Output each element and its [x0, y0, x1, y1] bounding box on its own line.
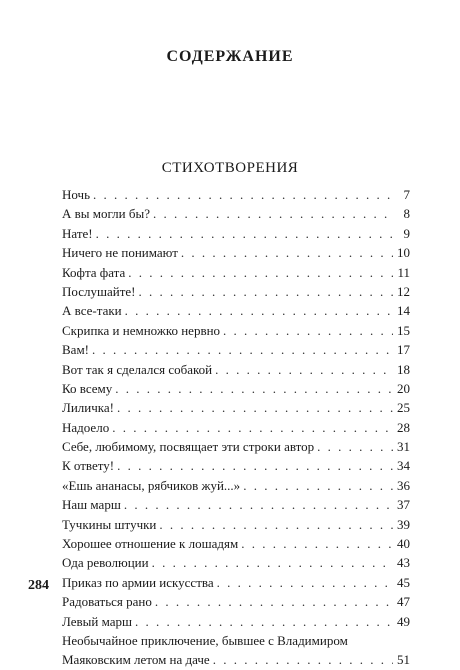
toc-entry-page: 8: [403, 206, 410, 222]
toc-entry-page: 20: [397, 380, 410, 396]
dot-leader: [159, 515, 393, 534]
toc-entry-page: 39: [397, 516, 410, 532]
toc-entry-page: 10: [397, 245, 410, 261]
toc-entry-page: 17: [397, 342, 410, 358]
dot-leader: [115, 379, 393, 398]
toc-entry-title: К ответу!: [62, 458, 115, 474]
toc-entry-title: Ничего не понимают: [62, 245, 178, 261]
toc-entry: [62, 456, 410, 475]
toc-entry-title: А вы могли бы?: [62, 206, 150, 222]
toc-entry-page: 28: [397, 419, 410, 435]
toc-entry: [62, 631, 410, 670]
dot-leader: [243, 476, 393, 495]
toc-entry-page: 15: [397, 322, 410, 338]
toc-entry-title: Тучкины штучки: [62, 516, 157, 532]
dot-leader: [223, 321, 393, 340]
toc-entry-page: 12: [397, 283, 410, 299]
dot-leader: [213, 650, 393, 669]
toc-entry-title: Послушайте!: [62, 283, 136, 299]
toc-entry-page: 7: [403, 187, 410, 202]
toc-entry-page: 45: [397, 574, 410, 590]
toc-entry: [62, 398, 410, 417]
dot-leader: [139, 282, 394, 301]
dot-leader: [135, 612, 393, 631]
dot-leader: [152, 553, 393, 572]
toc-entry-title: Лиличка!: [62, 400, 114, 416]
toc-entry-title: А все-таки: [62, 303, 122, 319]
toc-entry: [62, 553, 410, 572]
toc-entry-page: 18: [397, 361, 410, 377]
toc-entry-title: Ночь: [62, 187, 91, 202]
toc-entry: [62, 224, 410, 243]
toc-entry-title: Вот так я сделался собакой: [62, 361, 213, 377]
toc-entry: [62, 573, 410, 592]
toc-entry-title: Надоело: [62, 419, 110, 435]
toc-entry: [62, 263, 410, 282]
toc-entry-page: 36: [397, 477, 410, 493]
dot-leader: [117, 456, 393, 475]
toc-entry: [62, 340, 410, 359]
toc-entry: [62, 282, 410, 301]
toc-entry-title: Наш марш: [62, 497, 121, 513]
toc-entry: [62, 185, 410, 204]
toc-entry-page: 40: [397, 536, 410, 552]
toc-entry-page: 49: [397, 613, 410, 629]
toc-entry: [62, 243, 410, 262]
toc-entry-page: 25: [397, 400, 410, 416]
section-title: СТИХОТВОРЕНИЯ: [161, 160, 299, 176]
toc-entry-page: 34: [397, 458, 410, 474]
toc-entry-title: Кофта фата: [62, 264, 126, 280]
toc-entry-page: 43: [397, 555, 410, 571]
dot-leader: [241, 534, 393, 553]
toc-entry: [62, 495, 410, 514]
toc-entry-title: Маяковским летом на даче: [62, 652, 210, 668]
toc-entry-title: Хорошее отношение к лошадям: [62, 536, 239, 552]
dot-leader: [92, 340, 393, 359]
toc-entry: [62, 301, 410, 320]
toc-entry-page: 11: [397, 264, 410, 280]
toc-entry: [62, 437, 410, 456]
toc-entry: [62, 204, 410, 223]
toc-entry: [62, 476, 410, 495]
toc-entry-page: 9: [403, 225, 410, 241]
toc-entry-title: «Ешь ананасы, рябчиков жуй...»: [62, 477, 241, 493]
toc-entry: [62, 515, 410, 534]
dot-leader: [181, 243, 393, 262]
dot-leader: [125, 301, 393, 320]
dot-leader: [155, 592, 393, 611]
toc-entry-title: Вам!: [62, 342, 89, 358]
toc-entry-page: 14: [397, 303, 410, 319]
toc-entry: [62, 612, 410, 631]
toc-entry-title: Левый марш: [62, 613, 132, 629]
toc-entry-page: 51: [397, 652, 410, 668]
toc-entry-title-continuation: [62, 650, 410, 669]
page-number: 284: [28, 578, 49, 593]
toc-entry-title: Необычайное приключение, бывшее с Владимиром: [62, 632, 348, 648]
toc-entry-title: Скрипка и немножко нервно: [62, 322, 221, 338]
dot-leader: [317, 437, 393, 456]
dot-leader: [96, 224, 393, 243]
toc-entry-title: Ода революции: [62, 555, 149, 571]
toc-entry: [62, 321, 410, 340]
toc-entry-title: Нате!: [62, 225, 93, 241]
toc-entry-title: Радоваться рано: [62, 594, 152, 610]
dot-leader: [124, 495, 393, 514]
toc-entry: [62, 360, 410, 379]
table-of-contents: [62, 185, 410, 670]
toc-entry: [62, 534, 410, 553]
toc-entry: [62, 379, 410, 398]
toc-entry-page: 37: [397, 497, 410, 513]
dot-leader: [215, 360, 393, 379]
toc-entry-title: Ко всему: [62, 380, 113, 396]
toc-entry: [62, 418, 410, 437]
dot-leader: [117, 398, 393, 417]
toc-entry-page: 47: [397, 594, 410, 610]
toc-entry-page: 31: [397, 439, 410, 455]
toc-entry-title: Приказ по армии искусства: [62, 574, 214, 590]
toc-entry-title: Себе, любимому, посвящает эти строки автор: [62, 439, 315, 455]
page-title: СОДЕРЖАНИЕ: [166, 48, 294, 65]
dot-leader: [153, 204, 393, 223]
toc-entry: [62, 592, 410, 611]
dot-leader: [128, 263, 393, 282]
dot-leader: [217, 573, 393, 592]
dot-leader: [112, 418, 393, 437]
dot-leader: [93, 185, 393, 204]
